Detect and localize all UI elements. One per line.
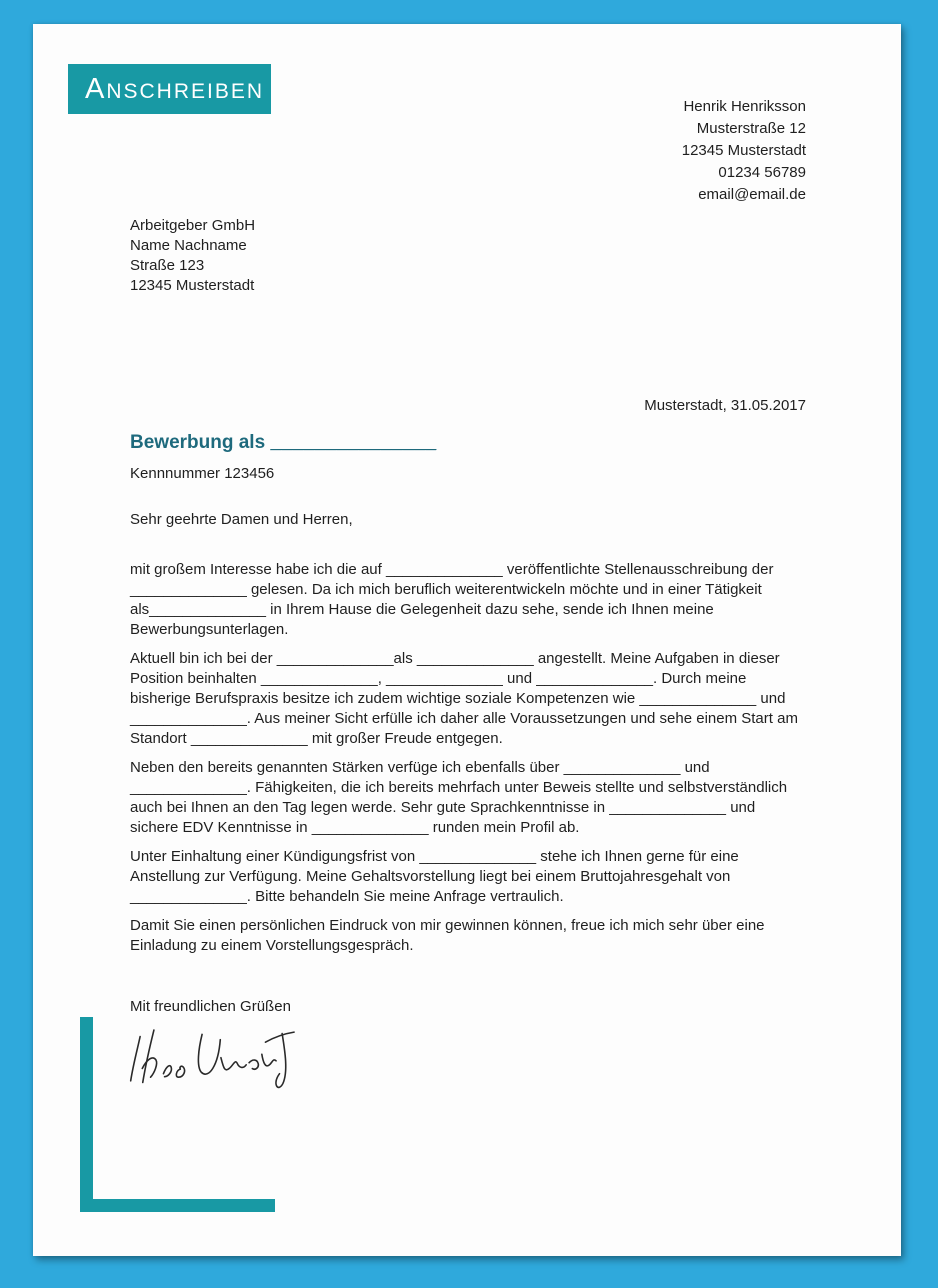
reference-number: Kennnummer 123456 — [130, 465, 275, 482]
paragraph-invitation: Damit Sie einen persönlichen Eindruck von mir gewinnen können, freue ich mich sehr über eine Einladung zu einem Vorstellungsgespräch. — [130, 917, 765, 954]
paragraph-strengths: Neben den bereits genannten Stärken verfüge ich ebenfalls über ______________ und ______________. Fähigkeiten, die ich bereits mehrfach unter Beweis stellte und selbstverständlich auch bei Ihnen an den Tag legen werde. Sehr gute Sprachkenntnisse in ______________ und sichere EDV Kenntnisse in ______________ runden mein Profil ab. — [130, 759, 788, 836]
subject-prefix: Bewerbung als — [130, 432, 271, 453]
letter-page — [33, 24, 901, 1256]
paragraph-current-position: Aktuell bin ich bei der ______________als ______________ angestellt. Meine Aufgaben in dieser Position beinhalten ______________, ______________ und ______________. Durch meine bisherige Berufspraxis besitze ich zudem wichtige soziale Kompetenzen wie ______________ und ______________. Aus meiner Sicht erfülle ich daher alle Voraussetzungen und sehe einem Start am Standort ______________ mit großer Freude entgegen. — [130, 650, 798, 747]
document-type-banner: ANSCHREIBEN — [68, 64, 271, 114]
sender-name: Henrik Henriksson — [683, 98, 806, 115]
date-line: Musterstadt, 31.05.2017 — [644, 397, 806, 414]
sender-phone: 01234 56789 — [718, 164, 806, 181]
sender-address-block — [682, 96, 806, 206]
recipient-address-block — [130, 216, 255, 296]
recipient-city: 12345 Musterstadt — [130, 277, 255, 294]
recipient-company: Arbeitgeber GmbH — [130, 217, 256, 234]
corner-decoration — [80, 1017, 275, 1212]
subject-line — [130, 432, 436, 454]
sender-email: email@email.de — [698, 186, 806, 203]
paragraph-intro: mit großem Interesse habe ich die auf ______________ veröffentlichte Stellenausschreibung der ______________ gelesen. Da ich mich beruflich weiterentwickeln möchte und in einer Tätigkeit als______________ in Ihrem Hause die Gelegenheit dazu sehe, sende ich Ihnen meine Bewerbungsunterlagen. — [130, 561, 774, 638]
salutation: Sehr geehrte Damen und Herren, — [130, 511, 353, 528]
sender-street: Musterstraße 12 — [696, 120, 806, 137]
paragraph-notice-salary: Unter Einhaltung einer Kündigungsfrist von ______________ stehe ich Ihnen gerne für eine Anstellung zur Verfügung. Meine Gehaltsvorstellung liegt bei einem Bruttojahresgehalt von ______________. Bitte behandeln Sie meine Anfrage vertraulich. — [130, 848, 739, 905]
recipient-street: Straße 123 — [130, 257, 205, 274]
closing-line: Mit freundlichen Grüßen — [130, 998, 291, 1015]
letter-body — [130, 560, 806, 965]
sender-city: 12345 Musterstadt — [681, 142, 806, 159]
subject-blank: _______________ — [270, 432, 437, 453]
recipient-name: Name Nachname — [130, 237, 247, 254]
